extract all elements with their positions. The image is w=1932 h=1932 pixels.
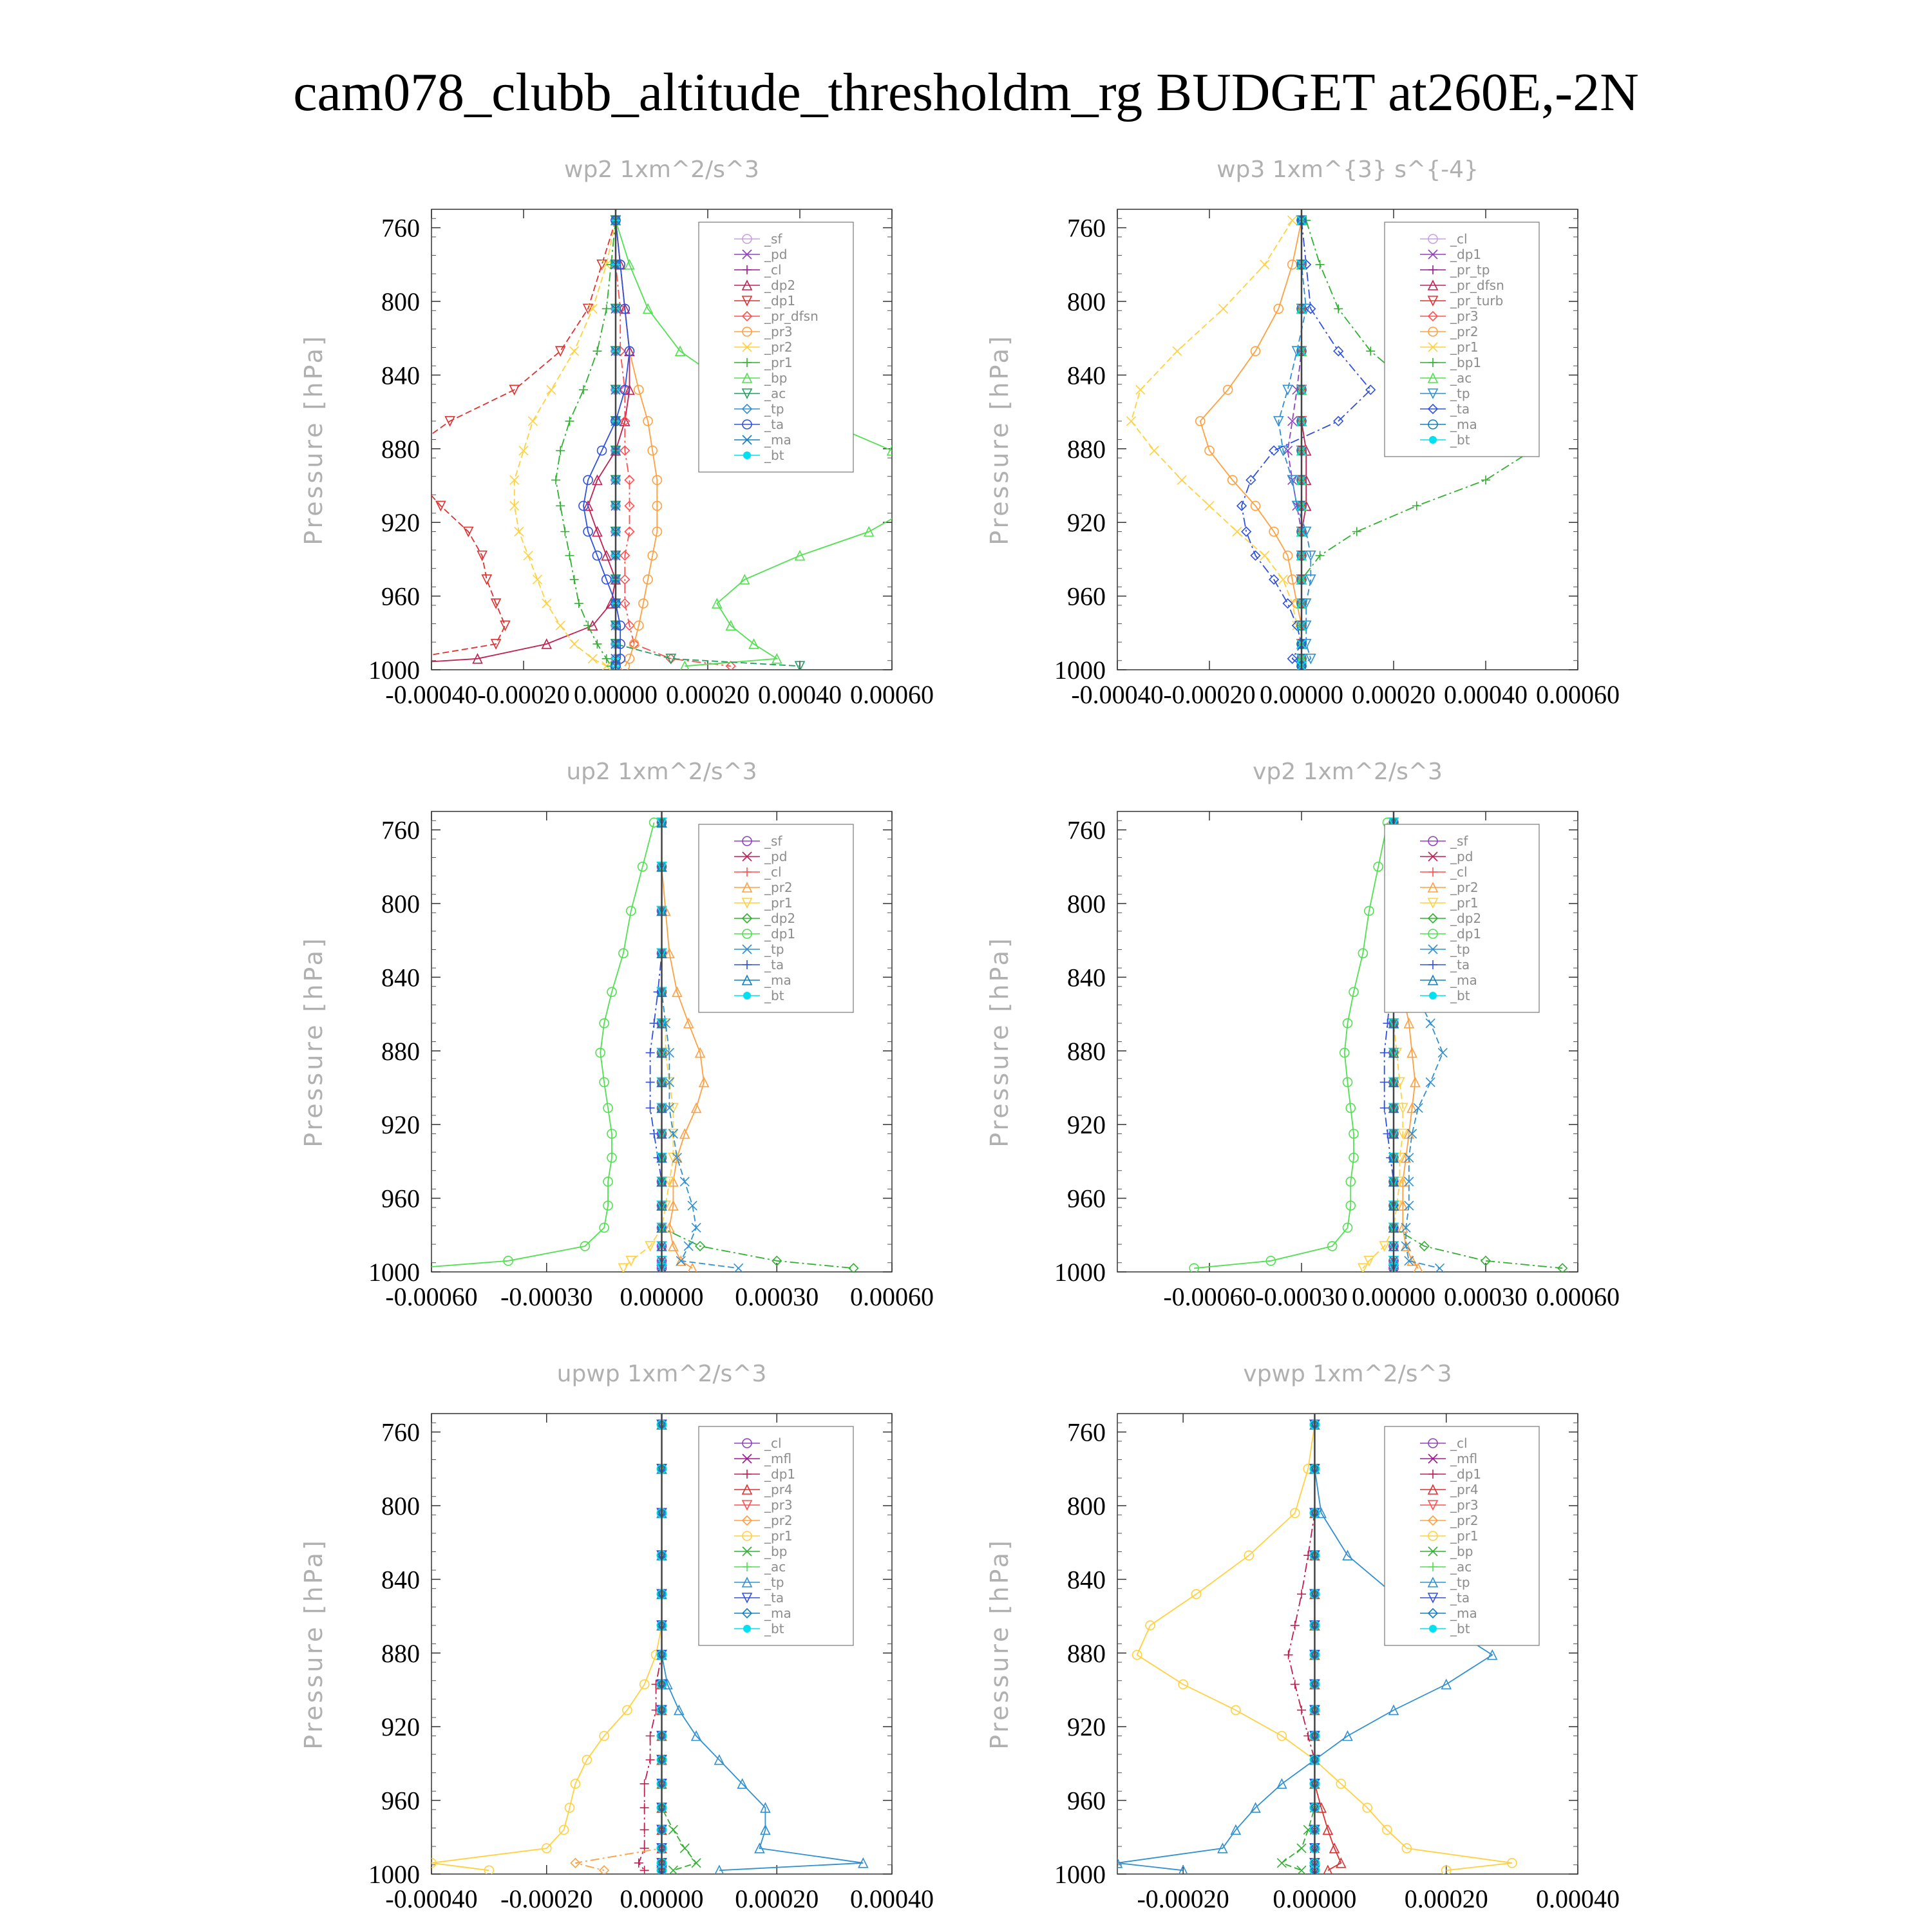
legend-label: _dp1 [764,293,796,308]
data-point [650,1019,659,1028]
data-point [646,1103,655,1112]
legend-label: _pr2 [1450,1513,1479,1528]
series-line [1194,822,1387,1268]
data-point [640,1803,649,1812]
legend-label: _ma [764,432,791,448]
data-point [1150,446,1159,455]
legend-label: _tp [1450,942,1470,957]
series-line [583,220,630,666]
legend-label: _ta [764,1590,784,1605]
legend-label: _pr1 [1450,895,1479,911]
legend-label: _pr4 [1450,1482,1479,1497]
series-line [556,220,616,666]
series-line [431,1425,662,1870]
data-point [1316,551,1325,560]
xtick-label: 0.00060 [850,680,934,709]
legend-label: _pr3 [764,324,793,339]
ytick-label: 1000 [1054,656,1106,685]
data-point [482,575,491,584]
data-point [1233,527,1242,536]
legend-label: _bt [1450,988,1470,1003]
xtick-label: 0.00040 [1536,1884,1620,1913]
xtick-label: 0.00030 [735,1282,819,1311]
chart-panel-2 [985,156,1620,709]
data-point [588,654,597,663]
series-line [575,1425,661,1870]
data-point [570,639,579,649]
legend-label: _cl [764,262,782,278]
data-point [1380,1077,1389,1086]
chart-panel-6 [985,1361,1620,1913]
chart-panel-5 [299,1361,934,1913]
data-point [1284,1651,1293,1660]
data-point [519,446,528,455]
legend-marker [1429,1625,1437,1633]
legend-label: _ma [1450,972,1477,988]
data-point [1334,304,1343,313]
xtick-label: -0.00040 [385,1884,478,1913]
series-line [1200,220,1302,666]
xtick-label: -0.00020 [477,680,570,709]
y-axis-label: Pressure [hPa] [985,1538,1014,1750]
data-point [1177,475,1186,484]
ytick-label: 880 [1067,1036,1106,1066]
data-point [646,1732,655,1741]
data-point [602,304,611,313]
ytick-label: 800 [381,889,420,918]
data-point [1438,1048,1447,1057]
legend-label: _ma [764,972,791,988]
legend-label: _bt [1450,432,1470,448]
legend-label: _pr2 [764,880,793,895]
series-pr2 [510,216,620,670]
data-point [528,417,537,426]
ytick-label: 920 [1067,508,1106,538]
series-pr1 [427,1420,667,1875]
data-point [1136,385,1145,394]
data-point [1277,1859,1286,1868]
xtick-label: 0.00060 [1536,680,1620,709]
chart-panel-1 [243,156,934,709]
ytick-label: 760 [1067,815,1106,845]
ytick-label: 840 [1067,1565,1106,1595]
xtick-label: 0.00000 [620,1884,704,1913]
data-point [1297,1844,1306,1853]
ytick-label: 960 [1067,1184,1106,1213]
xtick-label: -0.00060 [385,1282,478,1311]
legend-label: _ma [764,1605,791,1621]
legend-label: _ta [764,957,784,972]
legend-label: _ma [1450,1605,1477,1621]
legend-label: _pr2 [1450,880,1479,895]
ytick-label: 760 [381,213,420,243]
ytick-label: 920 [1067,1712,1106,1742]
ytick-label: 760 [1067,213,1106,243]
legend-label: _pr1 [1450,1528,1479,1544]
ytick-label: 920 [381,508,420,538]
legend-label: _pr4 [764,1482,793,1497]
data-point [565,417,574,426]
xtick-label: 0.00060 [850,1282,934,1311]
legend-label: _bp [764,1544,788,1559]
chart-panel-4 [985,759,1620,1311]
series-line [1282,1425,1314,1870]
legend [1385,1426,1539,1645]
data-point [1173,346,1182,355]
ytick-label: 920 [381,1110,420,1140]
data-point [1426,1077,1435,1086]
legend-marker [743,451,751,459]
data-point [524,551,533,560]
ytick-label: 1000 [368,1860,420,1889]
series-line [412,822,654,1268]
legend-label: _bt [1450,1621,1470,1636]
series-ta [579,216,634,670]
series-pr1 [1126,216,1306,670]
legend-label: _pr3 [1450,308,1479,324]
data-point [1297,1866,1306,1875]
legend [1385,824,1539,1012]
data-point [556,621,565,630]
panel-title: wp2 1xm^2/s^3 [564,156,759,183]
data-point [1481,475,1490,484]
legend-label: _pr_dfsn [1450,278,1504,293]
data-point [547,385,556,394]
ytick-label: 960 [1067,1786,1106,1815]
data-point [1260,551,1269,560]
data-point [1352,527,1361,536]
ytick-label: 1000 [368,1258,420,1287]
series-line [515,220,616,666]
data-point [1414,1103,1423,1112]
ytick-label: 960 [381,1786,420,1815]
data-point [551,475,560,484]
data-point [556,446,565,455]
xtick-label: 0.00060 [1536,1282,1620,1311]
ytick-label: 880 [1067,434,1106,464]
legend-label: _cl [1450,1435,1468,1451]
data-point [640,1825,649,1834]
data-point [1380,1103,1389,1112]
data-point [556,501,565,510]
data-point [500,621,509,630]
data-point [1380,1048,1389,1057]
data-point [1435,1264,1444,1273]
legend-label: _pr2 [764,339,793,355]
data-point [634,1859,643,1868]
xtick-label: 0.00000 [1352,1282,1435,1311]
legend-label: _mfl [1450,1451,1478,1466]
legend-label: _pr_dfsn [764,308,819,324]
data-point [1291,1621,1300,1630]
data-point [1260,260,1269,269]
legend-label: _ta [1450,957,1470,972]
legend-label: _ac [764,1559,786,1575]
data-point [413,475,422,484]
legend-label: _ac [764,386,786,401]
legend-label: _tp [764,1575,784,1590]
data-point [243,661,252,670]
ytick-label: 920 [381,1712,420,1742]
legend-label: _bp1 [1450,355,1482,370]
ytick-label: 800 [1067,287,1106,316]
data-point [592,639,601,649]
ytick-label: 960 [1067,582,1106,611]
ytick-label: 840 [1067,963,1106,992]
data-point [542,599,551,608]
legend-label: _dp1 [764,926,796,942]
ytick-label: 800 [1067,889,1106,918]
y-axis-label: Pressure [hPa] [299,1538,328,1750]
legend-marker [1429,992,1437,999]
data-point [1278,575,1287,584]
xtick-label: 0.00020 [1352,680,1435,709]
legend-label: _bt [764,1621,784,1636]
panel-title: vp2 1xm^2/s^3 [1253,759,1443,785]
legend-label: _dp1 [764,1466,796,1482]
data-point [1269,446,1278,455]
xtick-label: 0.00000 [1260,680,1343,709]
ytick-label: 880 [381,1036,420,1066]
legend-label: _pd [764,849,788,864]
chart-panel-3 [299,759,934,1311]
xtick-label: -0.00060 [1163,1282,1256,1311]
data-point [680,1844,689,1853]
ytick-label: 840 [1067,361,1106,390]
data-point [1291,1680,1300,1689]
data-point [600,1866,609,1875]
xtick-label: -0.00030 [500,1282,593,1311]
legend-label: _dp1 [1450,1466,1482,1482]
panel-title: upwp 1xm^2/s^3 [556,1361,767,1387]
data-point [668,1825,677,1834]
series-line [1132,220,1302,666]
series-pr2 [1196,216,1306,670]
data-point [579,385,588,394]
xtick-label: 0.00000 [620,1282,704,1311]
data-point [1297,1589,1306,1598]
data-point [1426,1019,1435,1028]
page-title: cam078_clubb_altitude_thresholdm_rg BUDGET at260E,-2N [293,62,1639,122]
ytick-label: 920 [1067,1110,1106,1140]
legend-label: _pr1 [764,1528,793,1544]
data-point [592,346,601,355]
ytick-label: 840 [381,963,420,992]
ytick-label: 1000 [1054,1860,1106,1889]
legend-label: _pd [764,247,788,262]
data-point [560,527,569,536]
data-point [924,475,933,484]
data-point [646,1756,655,1765]
legend-label: _bt [764,988,784,1003]
legend-label: _dp1 [1450,926,1482,942]
data-point [602,654,611,663]
ytick-label: 960 [381,582,420,611]
legend-label: _ma [1450,417,1477,432]
legend-label: _pd [1450,849,1473,864]
y-axis-label: Pressure [hPa] [985,936,1014,1148]
ytick-label: 760 [381,1417,420,1447]
legend-label: _dp2 [764,278,796,293]
legend-label: _pr2 [764,1513,793,1528]
legend-label: _cl [1450,864,1468,880]
data-point [565,551,574,560]
xtick-label: -0.00020 [1163,680,1256,709]
legend-label: _pr_turb [1450,293,1504,308]
legend-label: _tp [764,401,784,417]
legend-marker [743,992,751,999]
xtick-label: 0.00040 [1444,680,1528,709]
legend-label: _pr1 [764,895,793,911]
data-point [640,1779,649,1788]
data-point [1283,385,1293,394]
data-point [574,599,583,608]
data-point [650,1130,659,1139]
legend [699,222,853,472]
ytick-label: 760 [381,815,420,845]
legend-label: _ta [1450,401,1470,417]
ytick-label: 800 [381,287,420,316]
ytick-label: 760 [1067,1417,1106,1447]
legend-marker [743,1625,751,1633]
data-point [668,1866,677,1875]
xtick-label: 0.00020 [1404,1884,1488,1913]
xtick-label: 0.00030 [1444,1282,1528,1311]
series-line [616,220,657,666]
legend-label: _dp1 [1450,247,1482,262]
legend-label: _bt [764,448,784,463]
ytick-label: 840 [381,361,420,390]
data-point [1218,304,1227,313]
legend [1385,222,1539,457]
legend-label: _cl [764,1435,782,1451]
data-point [588,304,597,313]
legend-label: _sf [764,231,782,247]
panel-title: vpwp 1xm^2/s^3 [1243,1361,1452,1387]
xtick-label: 0.00040 [758,680,842,709]
legend-label: _mfl [764,1451,792,1466]
data-point [1412,501,1421,510]
y-axis-label: Pressure [hPa] [299,334,328,545]
ytick-label: 880 [1067,1638,1106,1668]
panel-title: wp3 1xm^{3} s^{-4} [1217,156,1479,183]
data-point [911,501,920,510]
xtick-label: -0.00020 [500,1884,593,1913]
legend-marker [1429,436,1437,444]
xtick-label: -0.00020 [1137,1884,1229,1913]
data-point [646,1077,655,1086]
series-pr2 [571,1420,666,1875]
legend-label: _ac [1450,370,1472,386]
data-point [646,1048,655,1057]
legend-label: _tp [1450,386,1470,401]
series-dp1 [1189,818,1392,1273]
data-point [734,1264,743,1273]
panel-title: up2 1xm^2/s^3 [566,759,757,785]
legend [699,1426,853,1645]
legend [699,824,853,1012]
legend-label: _pr3 [764,1497,793,1513]
legend-label: _dp2 [1450,911,1482,926]
legend-label: _sf [1450,833,1468,849]
legend-label: _sf [764,833,782,849]
data-point [1126,417,1135,426]
xtick-label: -0.00030 [1255,1282,1348,1311]
legend-label: _pr3 [1450,1497,1479,1513]
data-point [684,1242,693,1251]
legend-label: _cl [764,864,782,880]
ytick-label: 880 [381,1638,420,1668]
legend-label: _pr2 [1450,324,1479,339]
data-point [692,1859,701,1868]
legend-label: _pr1 [1450,339,1479,355]
data-point [570,346,579,355]
data-point [1288,216,1297,225]
data-point [1297,1705,1306,1714]
series-bp [1277,1420,1319,1875]
data-point [1316,260,1325,269]
legend-label: _pr1 [764,355,793,370]
y-axis-label: Pressure [hPa] [985,334,1014,545]
legend-label: _cl [1450,231,1468,247]
xtick-label: 0.00020 [735,1884,819,1913]
series-tp [1274,216,1315,670]
ytick-label: 840 [381,1565,420,1595]
ytick-label: 880 [381,434,420,464]
data-point [1205,501,1214,510]
ytick-label: 1000 [1054,1258,1106,1287]
legend-label: _ta [1450,1590,1470,1605]
xtick-label: 0.00020 [666,680,750,709]
data-point [680,1177,689,1186]
data-point [1323,1866,1332,1875]
ytick-label: 1000 [368,656,420,685]
legend-label: _ta [764,417,784,432]
xtick-label: 0.00000 [574,680,658,709]
legend-label: _tp [764,942,784,957]
ytick-label: 800 [381,1492,420,1520]
xtick-label: -0.00040 [1071,680,1164,709]
ytick-label: 960 [381,1184,420,1213]
ytick-label: 800 [1067,1492,1106,1520]
data-point [533,575,542,584]
data-point [570,575,579,584]
xtick-label: 0.00040 [850,1884,934,1913]
data-point [358,661,367,670]
y-axis-label: Pressure [hPa] [299,936,328,1148]
legend-label: _pr_tp [1450,262,1490,278]
legend-label: _dp2 [764,911,796,926]
series-dp1 [408,818,658,1273]
data-point [640,1866,649,1875]
legend-label: _ac [1450,1559,1472,1575]
xtick-label: 0.00000 [1273,1884,1357,1913]
legend-label: _tp [1450,1575,1470,1590]
series-line [662,1425,697,1870]
legend-label: _bp [764,370,788,386]
xtick-label: -0.00040 [385,680,478,709]
legend-label: _bp [1450,1544,1473,1559]
